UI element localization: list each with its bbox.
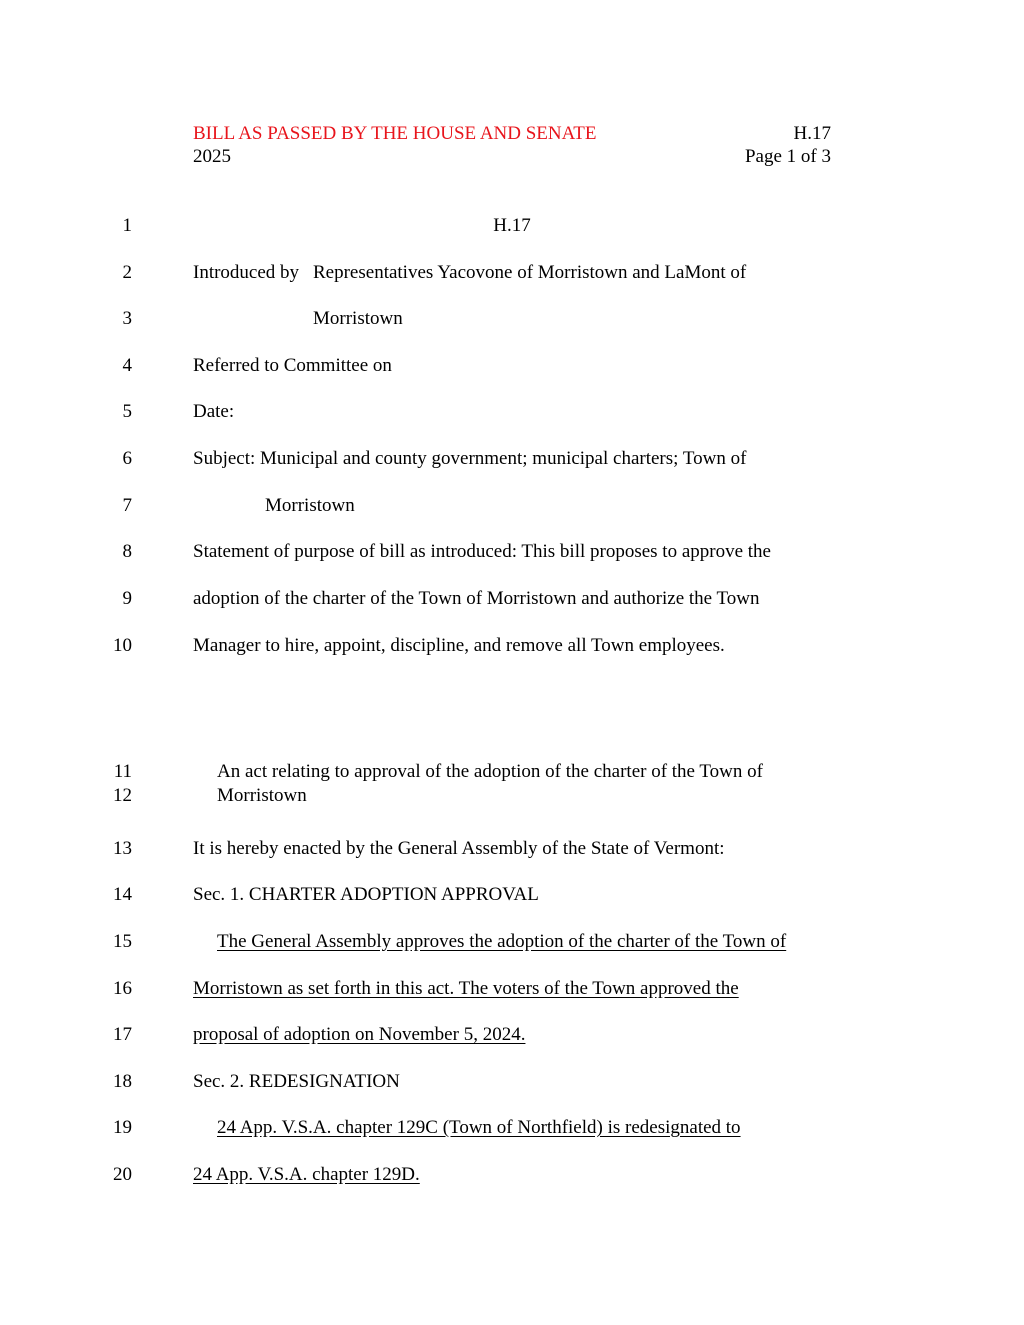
line-15 bbox=[0, 930, 1024, 954]
page-indicator: Page 1 of 3 bbox=[744, 146, 831, 167]
line-5 bbox=[0, 400, 1024, 424]
line-number: 11 bbox=[113, 761, 132, 782]
line-19 bbox=[0, 1116, 1024, 1140]
line-2 bbox=[0, 261, 1024, 285]
section-text: proposal of adoption on November 5, 2024. bbox=[193, 1024, 526, 1045]
line-number: 10 bbox=[113, 635, 132, 656]
section-heading: Sec. 2. REDESIGNATION bbox=[193, 1071, 400, 1092]
line-number: 2 bbox=[122, 262, 132, 283]
line-10 bbox=[0, 634, 1024, 658]
line-1 bbox=[0, 214, 1024, 238]
enacting-clause: It is hereby enacted by the General Assembly of the State of Vermont: bbox=[193, 838, 725, 859]
line-number: 20 bbox=[113, 1164, 132, 1185]
line-6 bbox=[0, 447, 1024, 471]
line-number: 19 bbox=[113, 1117, 132, 1138]
subject: Subject: Municipal and county government; municipal charters; Town of bbox=[193, 448, 747, 469]
line-13 bbox=[0, 837, 1024, 861]
line-number: 3 bbox=[122, 308, 132, 329]
line-18 bbox=[0, 1070, 1024, 1094]
bill-status: BILL AS PASSED BY THE HOUSE AND SENATE bbox=[193, 123, 597, 144]
header-left bbox=[193, 122, 596, 168]
sponsors: Representatives Yacovone of Morristown and LaMont of bbox=[313, 262, 747, 283]
introduced-by-label: Introduced by bbox=[193, 262, 300, 283]
line-number: 8 bbox=[122, 541, 132, 562]
committee-referral: Referred to Committee on bbox=[193, 355, 392, 376]
line-number: 18 bbox=[113, 1071, 132, 1092]
line-number: 4 bbox=[122, 355, 132, 376]
line-11 bbox=[0, 760, 1024, 784]
line-14 bbox=[0, 883, 1024, 907]
section-text: Morristown as set forth in this act. The voters of the Town approved the bbox=[193, 978, 739, 999]
act-title-continued: Morristown bbox=[217, 785, 307, 806]
line-7 bbox=[0, 494, 1024, 518]
line-16 bbox=[0, 977, 1024, 1001]
line-number: 14 bbox=[113, 884, 132, 905]
statement-of-purpose: Manager to hire, appoint, discipline, and remove all Town employees. bbox=[193, 635, 725, 656]
line-number: 6 bbox=[122, 448, 132, 469]
line-number: 13 bbox=[113, 838, 132, 859]
line-number: 15 bbox=[113, 931, 132, 952]
line-number: 7 bbox=[122, 495, 132, 516]
bill-title: H.17 bbox=[493, 215, 531, 236]
line-12 bbox=[0, 784, 1024, 808]
section-text: The General Assembly approves the adoption of the charter of the Town of bbox=[217, 931, 787, 952]
sponsors-continued: Morristown bbox=[313, 308, 403, 329]
line-17 bbox=[0, 1023, 1024, 1047]
line-number: 16 bbox=[113, 978, 132, 999]
line-3 bbox=[0, 307, 1024, 331]
date-label: Date: bbox=[193, 401, 235, 422]
header-right bbox=[745, 122, 831, 168]
subject-continued: Morristown bbox=[265, 495, 355, 516]
section-text: 24 App. V.S.A. chapter 129D. bbox=[193, 1164, 420, 1185]
line-number: 12 bbox=[113, 785, 132, 806]
line-number: 5 bbox=[122, 401, 132, 422]
statement-of-purpose: adoption of the charter of the Town of Morristown and authorize the Town bbox=[193, 588, 760, 609]
statement-of-purpose: Statement of purpose of bill as introduced: This bill proposes to approve the bbox=[193, 541, 771, 562]
line-20 bbox=[0, 1163, 1024, 1187]
line-number: 17 bbox=[113, 1024, 132, 1045]
bill-number: H.17 bbox=[793, 123, 831, 144]
bill-year: 2025 bbox=[193, 146, 231, 167]
section-heading: Sec. 1. CHARTER ADOPTION APPROVAL bbox=[193, 884, 539, 905]
section-text: 24 App. V.S.A. chapter 129C (Town of Northfield) is redesignated to bbox=[217, 1117, 741, 1138]
line-number: 1 bbox=[122, 215, 132, 236]
line-4 bbox=[0, 354, 1024, 378]
act-title: An act relating to approval of the adoption of the charter of the Town of bbox=[217, 761, 763, 782]
line-number: 9 bbox=[122, 588, 132, 609]
line-9 bbox=[0, 587, 1024, 611]
line-8 bbox=[0, 540, 1024, 564]
